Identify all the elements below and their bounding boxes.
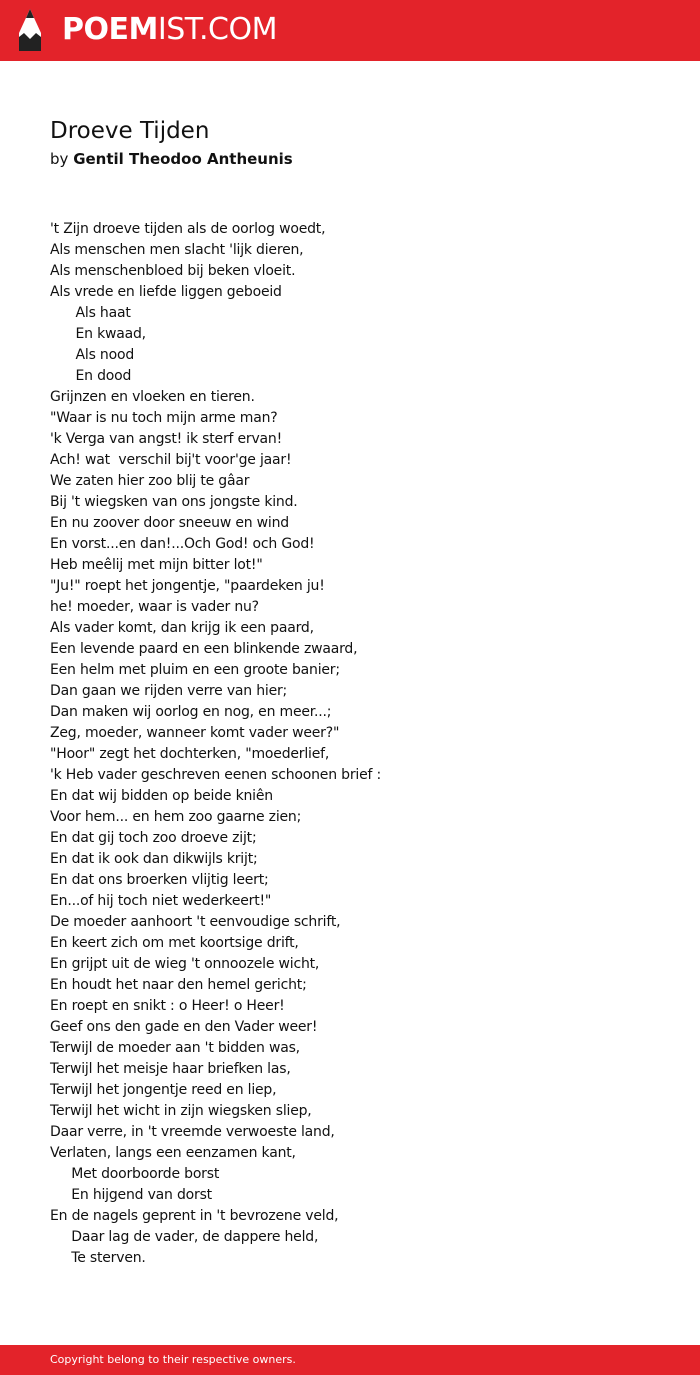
poem-line: En nu zoover door sneeuw en wind bbox=[50, 515, 289, 531]
poem-line: Dan gaan we rijden verre van hier; bbox=[50, 683, 288, 699]
poem-line: Verlaten, langs een eenzamen kant, bbox=[50, 1145, 296, 1161]
poem-line: En dat ik ook dan dikwijls krijt; bbox=[50, 851, 258, 867]
brand-bold: POEM bbox=[62, 12, 158, 47]
poem-body bbox=[50, 219, 680, 1269]
site-footer bbox=[0, 1345, 700, 1375]
by-label: by bbox=[50, 150, 69, 168]
site-header bbox=[0, 0, 700, 61]
poem-line: En grijpt uit de wieg 't onnoozele wicht, bbox=[50, 956, 320, 972]
poem-line: En kwaad, bbox=[50, 326, 146, 342]
poem-author: Gentil Theodoo Antheunis bbox=[73, 150, 293, 168]
poem-line: En keert zich om met koortsige drift, bbox=[50, 935, 299, 951]
poem-line: En de nagels geprent in 't bevrozene veld, bbox=[50, 1208, 339, 1224]
poem-line: Daar verre, in 't vreemde verwoeste land, bbox=[50, 1124, 335, 1140]
poem-line: En houdt het naar den hemel gericht; bbox=[50, 977, 307, 993]
poem-line: En vorst...en dan!...Och God! och God! bbox=[50, 536, 315, 552]
poem-line: Als vader komt, dan krijg ik een paard, bbox=[50, 620, 314, 636]
poem-line: "Hoor" zegt het dochterken, "moederlief, bbox=[50, 746, 330, 762]
poem-title: Droeve Tijden bbox=[50, 118, 210, 144]
site-logo[interactable] bbox=[62, 11, 277, 49]
poem-line: En dood bbox=[50, 368, 132, 384]
poem-line: En hijgend van dorst bbox=[50, 1187, 212, 1203]
poem-line: he! moeder, waar is vader nu? bbox=[50, 599, 259, 615]
poem-line: Als vrede en liefde liggen geboeid bbox=[50, 284, 282, 300]
poem-line: Grijnzen en vloeken en tieren. bbox=[50, 389, 255, 405]
poem-line: Een helm met pluim en een groote banier; bbox=[50, 662, 340, 678]
poem-line: Met doorboorde borst bbox=[50, 1166, 220, 1182]
poem-line: Als menschen men slacht 'lijk dieren, bbox=[50, 242, 304, 258]
poem-line: Terwijl het meisje haar briefken las, bbox=[50, 1061, 291, 1077]
poem-line: Dan maken wij oorlog en nog, en meer...; bbox=[50, 704, 332, 720]
poem-line: Terwijl de moeder aan 't bidden was, bbox=[50, 1040, 300, 1056]
poem-line: Daar lag de vader, de dappere held, bbox=[50, 1229, 319, 1245]
brand-light: IST.COM bbox=[157, 12, 277, 47]
poem-line: Een levende paard en een blinkende zwaard, bbox=[50, 641, 358, 657]
poem-byline bbox=[50, 149, 293, 169]
poem-line: En roept en snikt : o Heer! o Heer! bbox=[50, 998, 285, 1014]
poem-line: Terwijl het wicht in zijn wiegsken sliep, bbox=[50, 1103, 312, 1119]
poem-line: En...of hij toch niet wederkeert!" bbox=[50, 893, 272, 909]
poem-line: Geef ons den gade en den Vader weer! bbox=[50, 1019, 318, 1035]
poem-line: We zaten hier zoo blij te gâar bbox=[50, 473, 250, 489]
poem-line: Ach! wat verschil bij't voor'ge jaar! bbox=[50, 452, 292, 468]
poem-line: En dat wij bidden op beide kniên bbox=[50, 788, 273, 804]
poem-line: Als haat bbox=[50, 305, 131, 321]
poem-line: "Waar is nu toch mijn arme man? bbox=[50, 410, 278, 426]
copyright-text: Copyright belong to their respective owners. bbox=[50, 1353, 296, 1366]
poem-line: Heb meêlij met mijn bitter lot!" bbox=[50, 557, 263, 573]
poem-line: 'k Heb vader geschreven eenen schoonen brief : bbox=[50, 767, 381, 783]
poem-line: 't Zijn droeve tijden als de oorlog woedt, bbox=[50, 221, 326, 237]
pencil-tip-icon bbox=[18, 9, 42, 51]
poem-line: Zeg, moeder, wanneer komt vader weer?" bbox=[50, 725, 340, 741]
poem-line: Voor hem... en hem zoo gaarne zien; bbox=[50, 809, 302, 825]
poem-line: De moeder aanhoort 't eenvoudige schrift, bbox=[50, 914, 341, 930]
poem-line: "Ju!" roept het jongentje, "paardeken ju! bbox=[50, 578, 325, 594]
poem-line: Terwijl het jongentje reed en liep, bbox=[50, 1082, 277, 1098]
poem-line: Als menschenbloed bij beken vloeit. bbox=[50, 263, 296, 279]
poem-line: Bij 't wiegsken van ons jongste kind. bbox=[50, 494, 298, 510]
poem-line: En dat gij toch zoo droeve zijt; bbox=[50, 830, 257, 846]
poem-line: Als nood bbox=[50, 347, 135, 363]
poem-line: En dat ons broerken vlijtig leert; bbox=[50, 872, 269, 888]
poem-line: Te sterven. bbox=[50, 1250, 146, 1266]
poem-line: 'k Verga van angst! ik sterf ervan! bbox=[50, 431, 283, 447]
